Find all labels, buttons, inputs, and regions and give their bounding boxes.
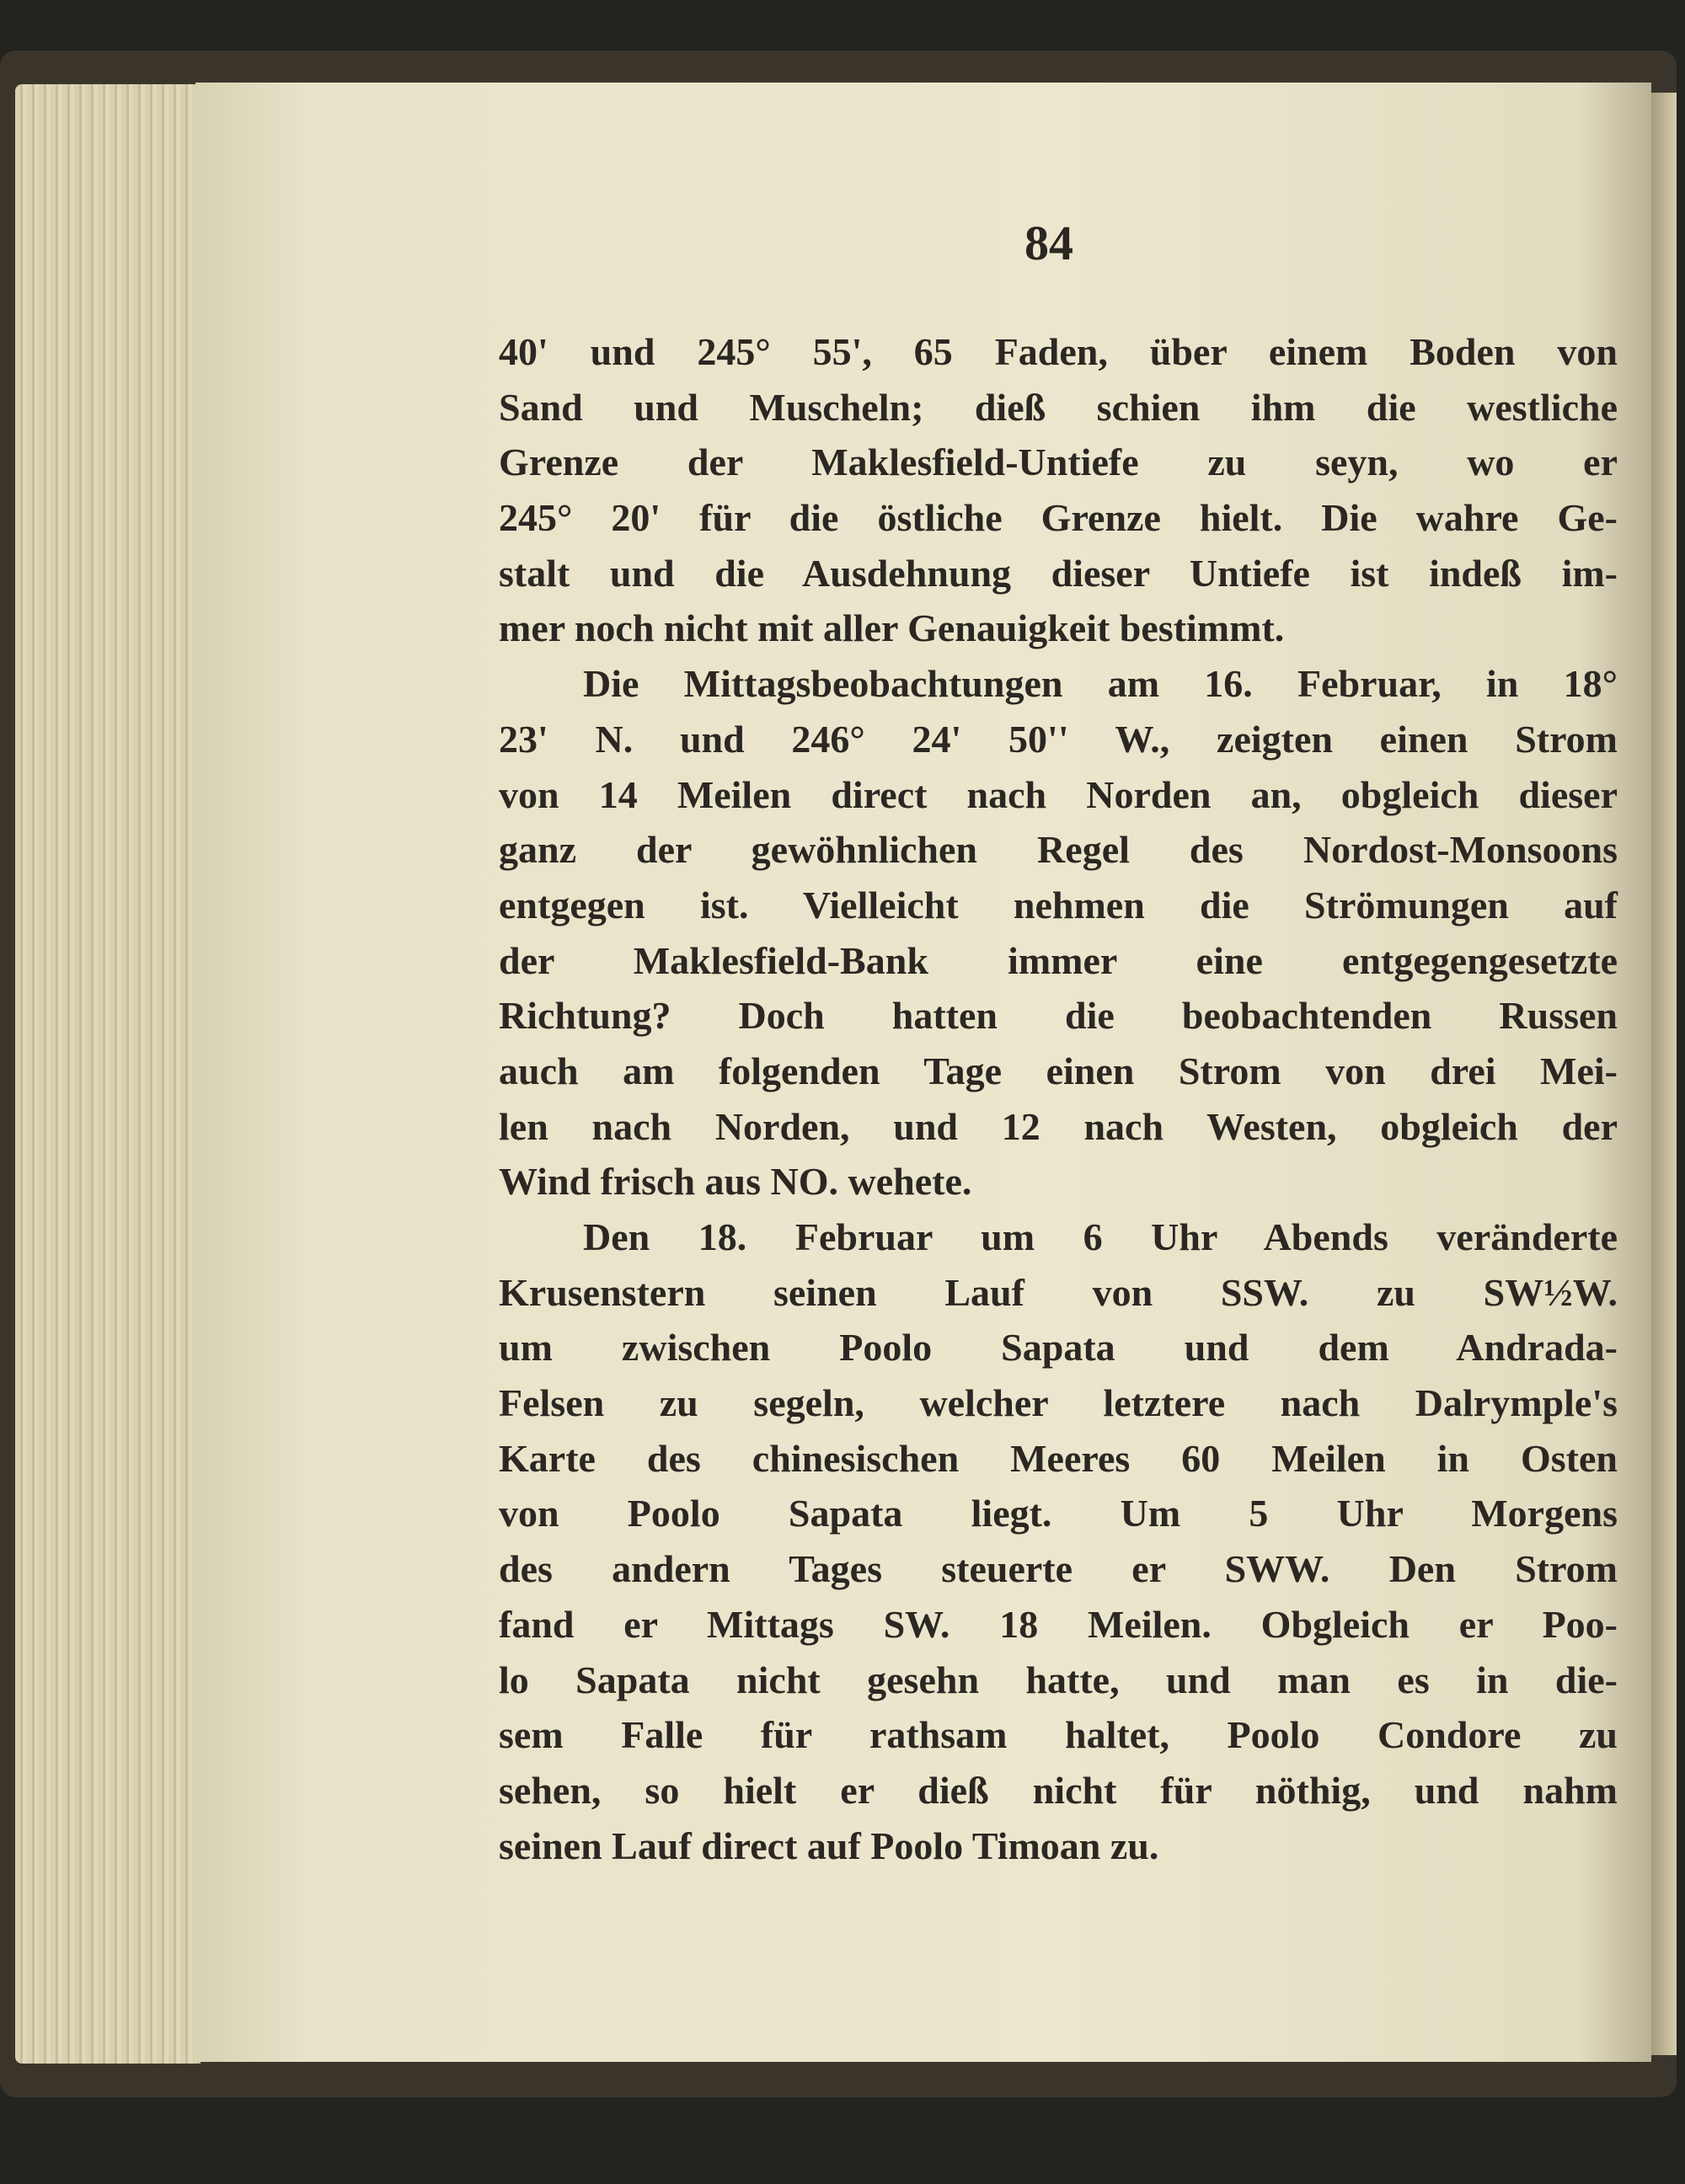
body-text [499,324,1618,1873]
text-line: Den 18. Februar um 6 Uhr Abends veränderte [583,1215,1618,1258]
text-line: des andern Tages steuerte er SWW. Den Strom [499,1547,1618,1591]
text-line: Sand und Muscheln; dieß schien ihm die westliche [499,385,1618,429]
text-line: len nach Norden, und 12 nach Westen, obgleich der [499,1104,1618,1148]
text-line: um zwischen Poolo Sapata und dem Andrada- [499,1326,1618,1370]
facing-page-edge [1651,93,1677,2055]
text-line: Grenze der Maklesfield-Untiefe zu seyn, wo er [499,441,1618,484]
page-number: 84 [1024,216,1073,270]
text-line: 23' N. und 246° 24' 50'' W., zeigten einen Strom [499,717,1618,761]
text-line: Felsen zu segeln, welcher letztere nach Dalrymple's [499,1381,1618,1425]
text-line: von Poolo Sapata liegt. Um 5 Uhr Morgens [499,1492,1618,1535]
text-line: ganz der gewöhnlichen Regel des Nordost-Monsoons [499,828,1618,872]
text-line: Wind frisch aus NO. wehete. [499,1160,972,1204]
text-line: Karte des chinesischen Meeres 60 Meilen in Osten [499,1436,1618,1480]
text-line: stalt und die Ausdehnung dieser Untiefe ist indeß im- [499,551,1618,595]
text-line: Die Mittagsbeobachtungen am 16. Februar, in 18° [583,662,1618,706]
text-line: von 14 Meilen direct nach Norden an, obgleich dieser [499,772,1618,816]
text-line: entgegen ist. Vielleicht nehmen die Strömungen auf [499,883,1618,926]
text-line: Richtung? Doch hatten die beobachtenden Russen [499,994,1618,1038]
text-line: lo Sapata nicht gesehn hatte, und man es in die- [499,1658,1618,1701]
text-line: auch am folgenden Tage einen Strom von drei Mei- [499,1049,1618,1092]
text-line: der Maklesfield-Bank immer eine entgegengesetzte [499,938,1618,982]
page-stack-edge [15,84,201,2064]
text-line: sem Falle für rathsam haltet, Poolo Condore zu [499,1713,1618,1757]
text-line: 245° 20' für die östliche Grenze hielt. Die wahre Ge- [499,496,1618,540]
text-line: 40' und 245° 55', 65 Faden, über einem Boden von [499,330,1618,373]
text-line: sehen, so hielt er dieß nicht für nöthig, und nahm [499,1768,1618,1812]
text-line: fand er Mittags SW. 18 Meilen. Obgleich er Poo- [499,1602,1618,1646]
text-line: seinen Lauf direct auf Poolo Timoan zu. [499,1824,1159,1867]
text-line: mer noch nicht mit aller Genauigkeit bestimmt. [499,606,1285,650]
text-line: Krusenstern seinen Lauf von SSW. zu SW½W. [499,1270,1618,1314]
